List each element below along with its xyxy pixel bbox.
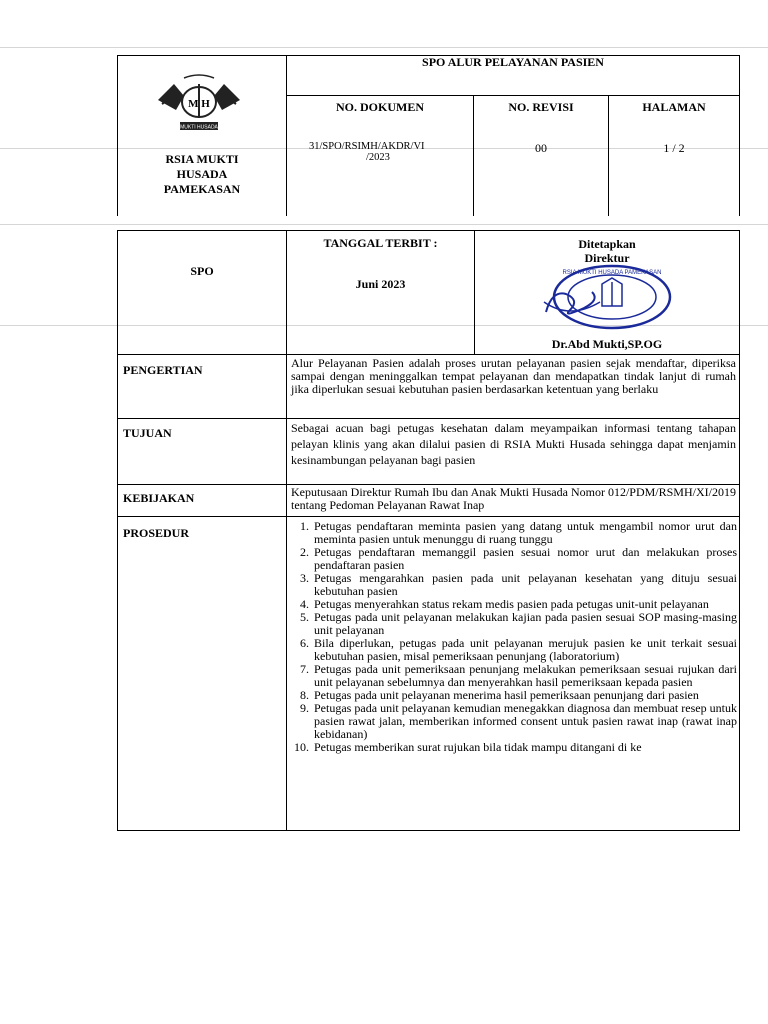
no-revisi-header: NO. REVISI: [508, 100, 574, 114]
page-divider: [0, 47, 768, 48]
prosedur-item: 7. Petugas pada unit pemeriksaan penunjang melakukan pemeriksaan sesuai rujukan dari unit pelayanan sebelumnya dan menyerahkan hasil pemeriksaan kepada pasien: [312, 663, 737, 689]
prosedur-item: 2. Petugas pendaftaran memanggil pasien sesuai nomor urut dan melakukan proses pendaftaran pasien: [312, 546, 737, 572]
signer-name: Dr.Abd Mukti,SP.OG: [551, 337, 663, 351]
kebijakan-text: Keputusaan Direktur Rumah Ibu dan Anak Mukti Husada Nomor 012/PDM/RSMH/XI/2019 tentang Pedoman Pelayanan Rawat Inap: [291, 485, 736, 512]
halaman-header: HALAMAN: [642, 100, 706, 114]
prosedur-list: [290, 520, 737, 754]
tanggal-terbit-label: TANGGAL TERBIT :: [323, 236, 438, 250]
ditetapkan-label: Ditetapkan: [578, 237, 636, 251]
no-revisi-value: 00: [535, 141, 547, 155]
prosedur-item: 4. Petugas menyerahkan status rekam medis pasien pada petugas unit-unit pelayanan: [312, 598, 737, 611]
tujuan-label: TUJUAN: [123, 426, 172, 440]
document-title: SPO ALUR PELAYANAN PASIEN: [422, 55, 604, 69]
no-dokumen-header: NO. DOKUMEN: [336, 100, 424, 114]
stamp-text: RSIA MUKTI HUSADA PAMEKASAN: [562, 270, 662, 276]
pengertian-label: PENGERTIAN: [123, 363, 203, 377]
prosedur-item: 3. Petugas mengarahkan pasien pada unit pelayanan kesehatan yang dituju sesuai kebutuhan pasien: [312, 572, 737, 598]
prosedur-item: 6. Bila diperlukan, petugas pada unit pelayanan merujuk pasien ke unit terkait sesuai kebutuhan pasien, misal pemeriksaan penunjang (laboratorium): [312, 637, 737, 663]
prosedur-label: PROSEDUR: [123, 526, 190, 540]
prosedur-item: 9. Petugas pada unit pelayanan kemudian menegakkan diagnosa dan membuat resep untuk pasien rawat jalan, memberikan informed consent untuk pasien rawat inap (rawat inap kebidanan): [312, 702, 737, 741]
pengertian-text: Alur Pelayanan Pasien adalah proses urutan pelayanan pasien sejak mendaftar, diperiksa sampai dengan meninggalkan tempat pelayanan dan mendapatkan tindak lanjut di rumah jika diperlukan sesuai kebutuhan pasien berdasarkan ketentuan yang berlaku: [291, 356, 736, 396]
prosedur-item: 8. Petugas pada unit pelayanan menerima hasil pemeriksaan penunjang dari pasien: [312, 689, 737, 702]
prosedur-item: 10. Petugas memberikan surat rujukan bila tidak mampu ditangani di ke: [312, 741, 737, 754]
tanggal-terbit-value: Juni 2023: [355, 277, 406, 291]
hospital-logo: [154, 70, 244, 136]
direktur-label: Direktur: [584, 251, 630, 265]
kebijakan-label: KEBIJAKAN: [123, 491, 195, 505]
prosedur-list-container: [290, 520, 737, 830]
official-stamp-icon: [540, 262, 672, 332]
no-dokumen-value: 31/SPO/RSIMH/AKDR/VI /2023: [309, 141, 425, 163]
organization-name: RSIA MUKTI HUSADA PAMEKASAN: [163, 152, 241, 196]
spo-label: SPO: [190, 264, 214, 278]
page-divider: [0, 224, 768, 225]
prosedur-item: 5. Petugas pada unit pelayanan melakukan kajian pada pasien sesuai SOP masing-masing unit pelayanan: [312, 611, 737, 637]
halaman-value: 1 / 2: [663, 141, 685, 155]
prosedur-item: 1. Petugas pendaftaran meminta pasien yang datang untuk mengambil nomor urut dan meminta pasien untuk menunggu di ruang tunggu: [312, 520, 737, 546]
logo-initials: M H: [188, 98, 210, 110]
tujuan-text: Sebagai acuan bagi petugas kesehatan dalam meyampaikan informasi tentang tahapan pelayan klinis yang akan dilalui pasien di RSIA Mukti Husada sehingga dapat menjamin kesinambungan pelayanan bagi pasien: [291, 421, 736, 467]
logo-text: MUKTI HUSADA: [180, 124, 218, 131]
